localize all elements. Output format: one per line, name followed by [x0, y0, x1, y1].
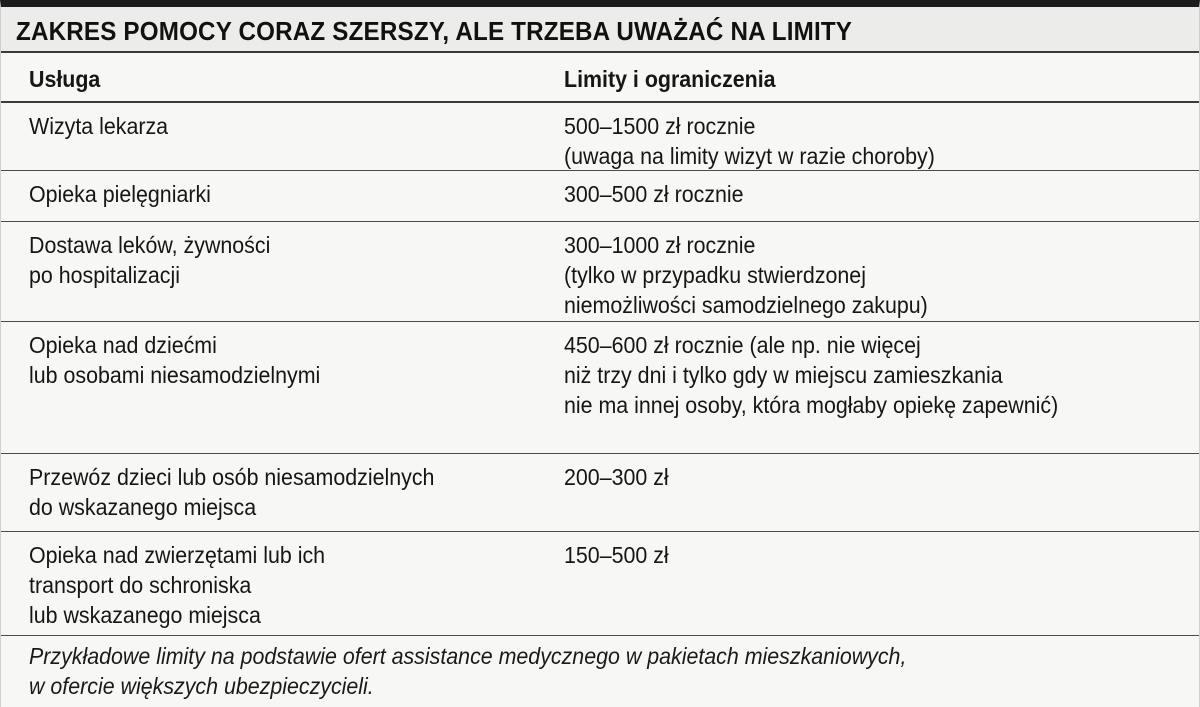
service-cell: Opieka nad zwierzętami lub ich transport do schroniska lub wskazanego miejsca [29, 542, 326, 628]
limit-cell: 200–300 zł [564, 464, 669, 490]
table-row [1, 222, 1199, 322]
table-row [1, 322, 1199, 454]
limit-cell: 150–500 zł [564, 542, 669, 568]
table-row [1, 454, 1199, 532]
limit-cell: 450–600 zł rocznie (ale np. nie więcej niż trzy dni i tylko gdy w miejscu zamieszkania nie ma innej osoby, która mogłaby opiekę zapewnić) [564, 332, 1059, 418]
service-cell: Opieka nad dziećmi lub osobami niesamodzielnymi [29, 332, 321, 388]
infobox-title: ZAKRES POMOCY CORAZ SZERSZY, ALE TRZEBA UWAŻAĆ NA LIMITY [16, 16, 853, 46]
service-cell: Wizyta lekarza [29, 113, 169, 139]
footnote: Przykładowe limity na podstawie ofert assistance medycznego w pakietach mieszkaniowych, w ofercie większych ubezpieczycieli. [29, 643, 907, 699]
column-header-limits: Limity i ograniczenia [564, 66, 776, 92]
table-row [1, 171, 1199, 222]
title-bar [1, 7, 1199, 53]
table-header [1, 53, 1199, 103]
service-cell: Dostawa leków, żywności po hospitalizacji [29, 232, 271, 288]
limit-cell: 500–1500 zł rocznie (uwaga na limity wizyt w razie choroby) [564, 113, 935, 169]
limit-cell: 300–1000 zł rocznie (tylko w przypadku stwierdzonej niemożliwości samodzielnego zakupu) [564, 232, 928, 318]
service-cell: Opieka pielęgniarki [29, 181, 211, 207]
column-header-service: Usługa [29, 66, 101, 92]
limit-cell: 300–500 zł rocznie [564, 181, 744, 207]
service-cell: Przewóz dzieci lub osób niesamodzielnych do wskazanego miejsca [29, 464, 435, 520]
table-row [1, 103, 1199, 171]
table-row [1, 532, 1199, 636]
